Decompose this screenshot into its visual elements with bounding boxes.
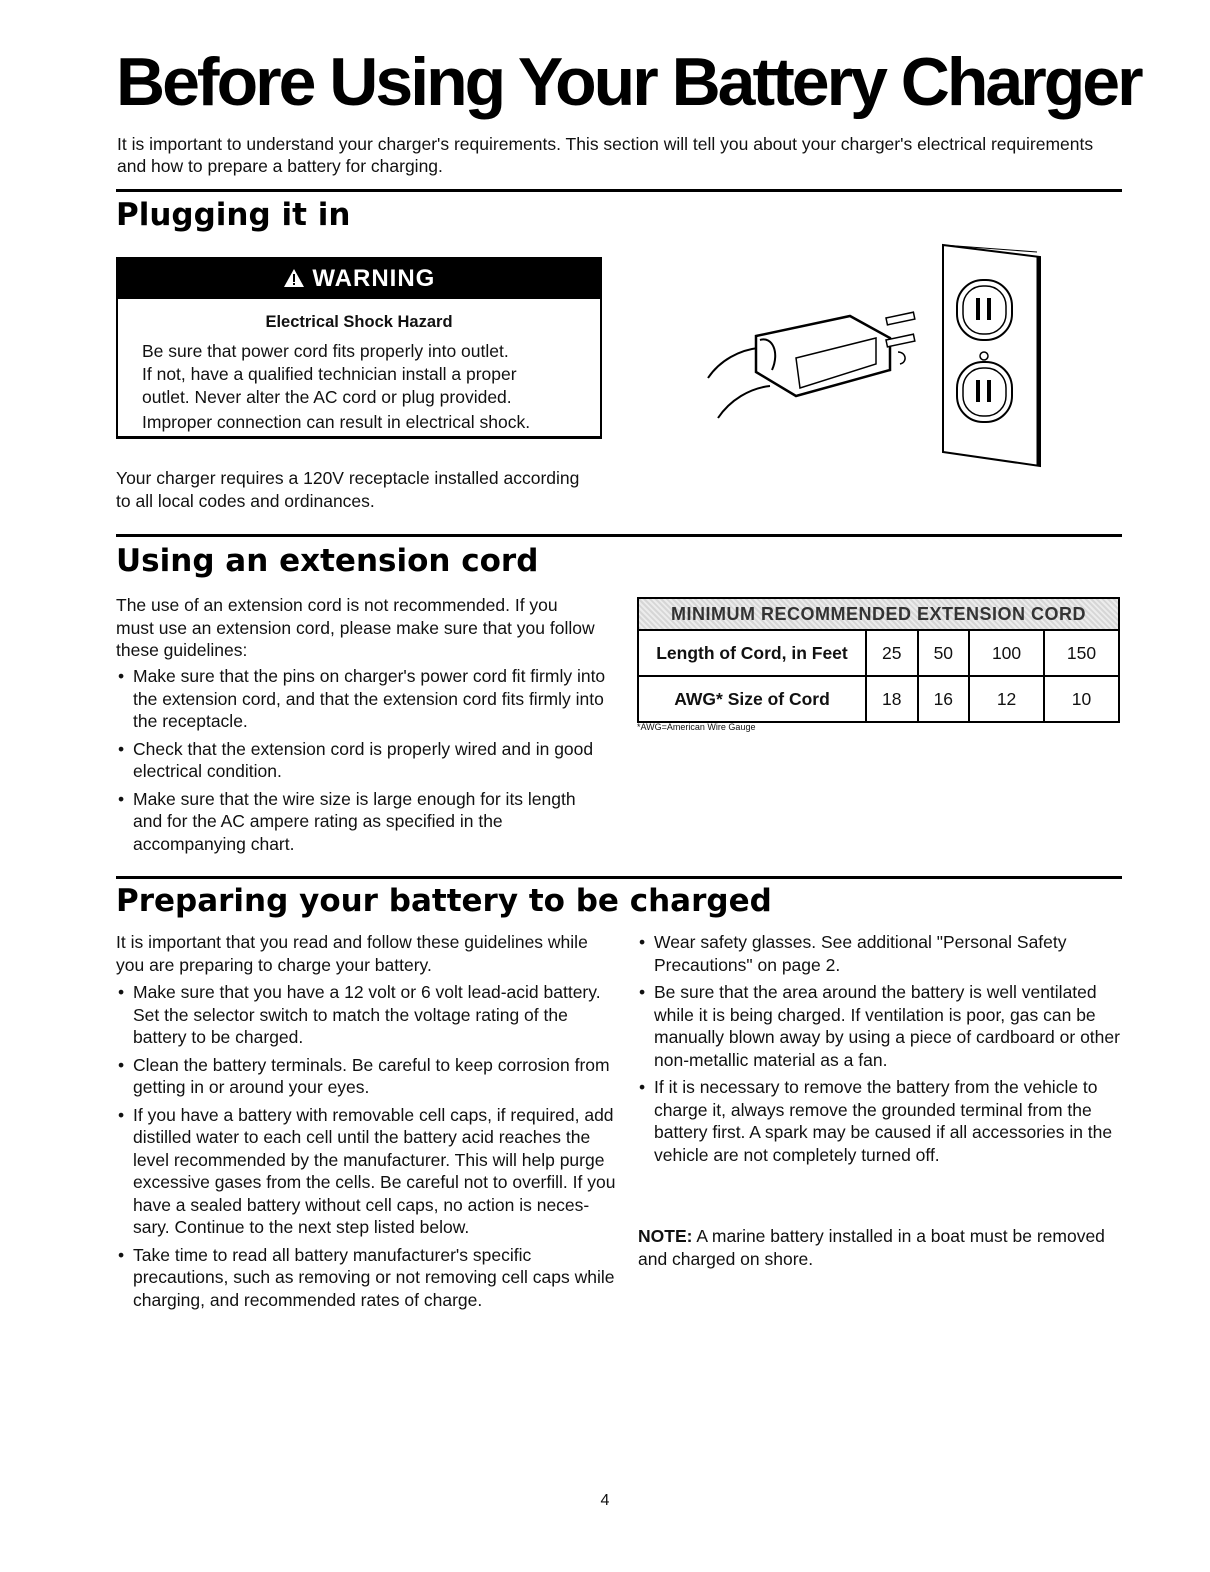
outlet-icon: [943, 245, 1040, 466]
table-row: [638, 676, 1119, 722]
page-number: 4: [600, 1492, 610, 1509]
warning-line: If not, have a qualified technician install a proper: [142, 364, 517, 384]
warning-box: [116, 257, 602, 440]
warning-header: [116, 257, 602, 299]
table-cell: 150: [1044, 630, 1119, 676]
table-banner: MINIMUM RECOMMENDED EXTENSION CORD: [638, 598, 1119, 630]
table-cell: 18: [866, 676, 918, 722]
warning-body: [116, 299, 602, 439]
table-cell: 12: [969, 676, 1044, 722]
table-cell: 16: [918, 676, 970, 722]
extension-intro: The use of an extension cord is not recommended. If you must use an extension cord, please make sure that you follow these guidelines:: [116, 595, 595, 660]
list-item: • Take time to read all battery manufacturer's specific precautions, such as removing or not removing cell caps while charging, and recommended rates of charge.: [116, 1244, 616, 1312]
note-label: NOTE:: [638, 1226, 693, 1246]
warning-triangle-icon: [283, 265, 313, 292]
warning-line: Improper connection can result in electrical shock.: [142, 412, 531, 432]
plug-outlet-illustration: [700, 240, 1050, 472]
table-row-label: Length of Cord, in Feet: [638, 630, 866, 676]
plugging-body: Your charger requires a 120V receptacle installed according to all local codes and ordinances.: [116, 468, 580, 511]
note-text: A marine battery installed in a boat must be removed and charged on shore.: [638, 1226, 1105, 1269]
heading-preparing: Preparing your battery to be charged: [116, 883, 772, 919]
warning-line: Be sure that power cord fits properly into outlet.: [142, 341, 509, 361]
list-item: • Clean the battery terminals. Be careful to keep corrosion from getting in or around your eyes.: [116, 1054, 616, 1099]
table-row: [638, 630, 1119, 676]
table-cell: 10: [1044, 676, 1119, 722]
table-cell: 25: [866, 630, 918, 676]
list-item: • If it is necessary to remove the battery from the vehicle to charge it, always remove the grounded terminal from the battery first. A spark may be caused if all accessories in the vehicle are not completely turned off.: [637, 1076, 1127, 1166]
heading-extension: Using an extension cord: [116, 543, 539, 579]
plug-icon: [708, 312, 915, 418]
table-row-label: AWG* Size of Cord: [638, 676, 866, 722]
list-item: • Wear safety glasses. See additional "Personal Safety Precautions" on page 2.: [637, 931, 1127, 976]
section-divider: [116, 534, 1122, 537]
preparing-left-bullets: [116, 981, 616, 1316]
extension-bullets: [116, 665, 606, 860]
table-cell: 100: [969, 630, 1044, 676]
marine-note: [638, 1225, 1108, 1270]
list-item: • Be sure that the area around the battery is well ventilated while it is being charged. If ventilation is poor, gas can be manually blown away by using a piece of cardboard or other non-metallic material as a fan.: [637, 981, 1127, 1071]
warning-line: outlet. Never alter the AC cord or plug provided.: [142, 387, 512, 407]
preparing-intro: It is important that you read and follow these guidelines while you are preparing to charge your battery.: [116, 932, 588, 975]
list-item: • Make sure that you have a 12 volt or 6 volt lead-acid battery. Set the selector switch to match the voltage rating of the battery to be charged.: [116, 981, 616, 1049]
list-item: • Make sure that the pins on charger's power cord fit firmly into the extension cord, and that the extension cord fits firmly into the receptacle.: [116, 665, 606, 733]
page-title: Before Using Your Battery Charger: [116, 44, 1141, 120]
list-item: • Check that the extension cord is properly wired and in good electrical condition.: [116, 738, 606, 783]
section-divider: [116, 876, 1122, 879]
intro-text: It is important to understand your charger's requirements. This section will tell you about your charger's electrical requirements and how to prepare a battery for charging.: [117, 134, 1094, 176]
list-item: • Make sure that the wire size is large enough for its length and for the AC ampere rating as specified in the accompanying chart.: [116, 788, 606, 856]
warning-label: WARNING: [312, 265, 436, 292]
preparing-right-bullets: [637, 931, 1127, 1171]
extension-cord-table: [637, 597, 1120, 723]
list-item: • If you have a battery with removable cell caps, if required, add distilled water to each cell until the battery acid reaches the level recommended by the manufacturer. This will help purge excessive gases from the cells. Be careful not to overfill. If you have a sealed battery without cell caps, no action is neces-sary. Continue to the next step listed below.: [116, 1104, 616, 1239]
warning-hazard: Electrical Shock Hazard: [265, 313, 453, 331]
heading-plugging: Plugging it in: [116, 197, 351, 233]
table-footnote: *AWG=American Wire Gauge: [637, 722, 756, 732]
section-divider: [116, 189, 1122, 192]
table-cell: 50: [918, 630, 970, 676]
